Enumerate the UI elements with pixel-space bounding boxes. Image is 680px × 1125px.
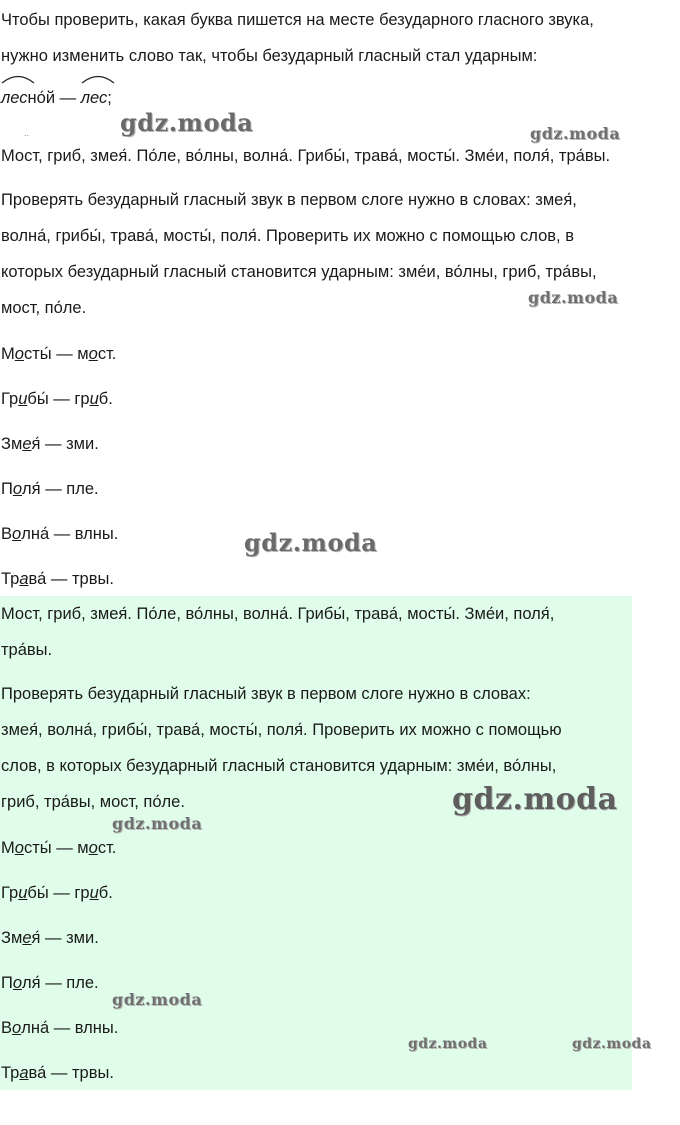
para-line-4: мост, по́ле. — [1, 299, 87, 317]
pair-text: б. — [98, 390, 113, 408]
pair-text: ст. — [97, 839, 117, 857]
example-ending: но́й — — [27, 89, 77, 107]
pair-text: Гр — [1, 884, 19, 902]
checked-vowel: и — [89, 884, 99, 902]
pair-text: ля́ — пле. — [22, 480, 99, 498]
pair-text: ля́ — пле. — [22, 974, 99, 992]
checked-vowel: о — [88, 345, 98, 363]
s2-para-line-2: змея́, волна́, грибы́, трава́, мосты́, поля́. Проверить их можно с помощью — [1, 721, 562, 739]
watermark: gdz.moda — [244, 528, 378, 557]
root-morpheme-1: лес — [1, 80, 28, 116]
s2-words-line-2: тра́вы. — [1, 641, 53, 659]
checked-vowel: о — [12, 525, 22, 543]
pair-text: ва́ — трвы. — [28, 1064, 114, 1082]
pair-text: П — [1, 974, 13, 992]
checked-vowel: и — [18, 884, 28, 902]
pair-text: В — [1, 1019, 13, 1037]
checked-vowel: а — [19, 1064, 29, 1082]
s2-para-line-4: гриб, тра́вы, мост, по́ле. — [1, 793, 185, 811]
checked-vowel: о — [12, 974, 23, 992]
watermark: gdz.moda — [452, 782, 618, 817]
root-arc-icon — [81, 74, 115, 84]
checked-vowel: о — [88, 839, 98, 857]
checked-vowel: а — [19, 570, 29, 588]
checked-vowel: о — [12, 1019, 22, 1037]
pair-text: я́ — зми. — [31, 435, 99, 453]
pair-line — [1, 426, 99, 462]
pair-text: лна́ — влны. — [21, 1019, 119, 1037]
pair-text: б. — [98, 884, 113, 902]
pair-text: Тр — [1, 1064, 20, 1082]
pair-text: М — [1, 839, 15, 857]
pair-text: Тр — [1, 570, 20, 588]
para-line-1: Проверять безударный гласный звук в первом слоге нужно в словах: змея́, — [1, 191, 577, 209]
root-arc-icon — [1, 74, 35, 84]
example-line — [1, 80, 112, 116]
watermark: gdz.moda — [528, 288, 619, 307]
checked-vowel: о — [12, 480, 23, 498]
intro-line-1: Чтобы проверить, какая буква пишется на месте безударного гласного звука, — [1, 11, 594, 29]
pair-text: В — [1, 525, 13, 543]
checked-vowel: о — [14, 345, 24, 363]
pair-line — [1, 381, 113, 417]
pair-text: сты́ — м — [23, 345, 89, 363]
pair-text: Зм — [1, 929, 23, 947]
pair-line — [1, 336, 116, 372]
pair-line — [1, 875, 113, 911]
checked-vowel: е — [22, 929, 32, 947]
pair-text: лна́ — влны. — [21, 525, 119, 543]
watermark: gdz.moda — [572, 1036, 652, 1052]
pair-text: М — [1, 345, 15, 363]
pair-line — [1, 1055, 114, 1091]
checked-vowel: е — [22, 435, 32, 453]
pair-text: Гр — [1, 390, 19, 408]
s2-words-line-1: Мост, гриб, змея́. По́ле, во́лны, волна́. Грибы́, трава́, мосты́. Зме́и, поля́, — [1, 605, 555, 623]
example-tail: ; — [107, 89, 112, 107]
checked-vowel: и — [89, 390, 99, 408]
pair-text: бы́ — гр — [27, 390, 90, 408]
words-line: Мост, гриб, змея́. По́ле, во́лны, волна́. Грибы́, трава́, мосты́. Зме́и, поля́, тра́вы. — [1, 147, 611, 165]
checked-vowel: о — [14, 839, 24, 857]
watermark: gdz.moda — [120, 108, 254, 137]
pair-line — [1, 1010, 118, 1046]
pair-text: Зм — [1, 435, 23, 453]
pair-line — [1, 965, 99, 1001]
dots-mark: .. — [24, 128, 30, 138]
watermark: gdz.moda — [112, 814, 203, 833]
checked-vowel: и — [18, 390, 28, 408]
s2-para-line-1: Проверять безударный гласный звук в первом слоге нужно в словах: — [1, 685, 531, 703]
watermark: gdz.moda — [112, 990, 203, 1009]
pair-line — [1, 516, 118, 552]
pair-line — [1, 561, 114, 597]
watermark: gdz.moda — [530, 124, 621, 143]
s2-para-line-3: слов, в которых безударный гласный становится ударным: зме́и, во́лны, — [1, 757, 557, 775]
pair-text: ва́ — трвы. — [28, 570, 114, 588]
pair-line — [1, 920, 99, 956]
pair-line — [1, 471, 99, 507]
pair-text: бы́ — гр — [27, 884, 90, 902]
para-line-3: которых безударный гласный становится ударным: зме́и, во́лны, гриб, тра́вы, — [1, 263, 597, 281]
pair-line — [1, 830, 116, 866]
pair-text: я́ — зми. — [31, 929, 99, 947]
pair-text: сты́ — м — [23, 839, 89, 857]
pair-text: ст. — [97, 345, 117, 363]
watermark: gdz.moda — [408, 1036, 488, 1052]
intro-line-2: нужно изменить слово так, чтобы безударный гласный стал ударным: — [1, 47, 538, 65]
para-line-2: волна́, грибы́, трава́, мосты́, поля́. Проверить их можно с помощью слов, в — [1, 227, 574, 245]
pair-text: П — [1, 480, 13, 498]
root-morpheme-2: лес — [81, 80, 108, 116]
